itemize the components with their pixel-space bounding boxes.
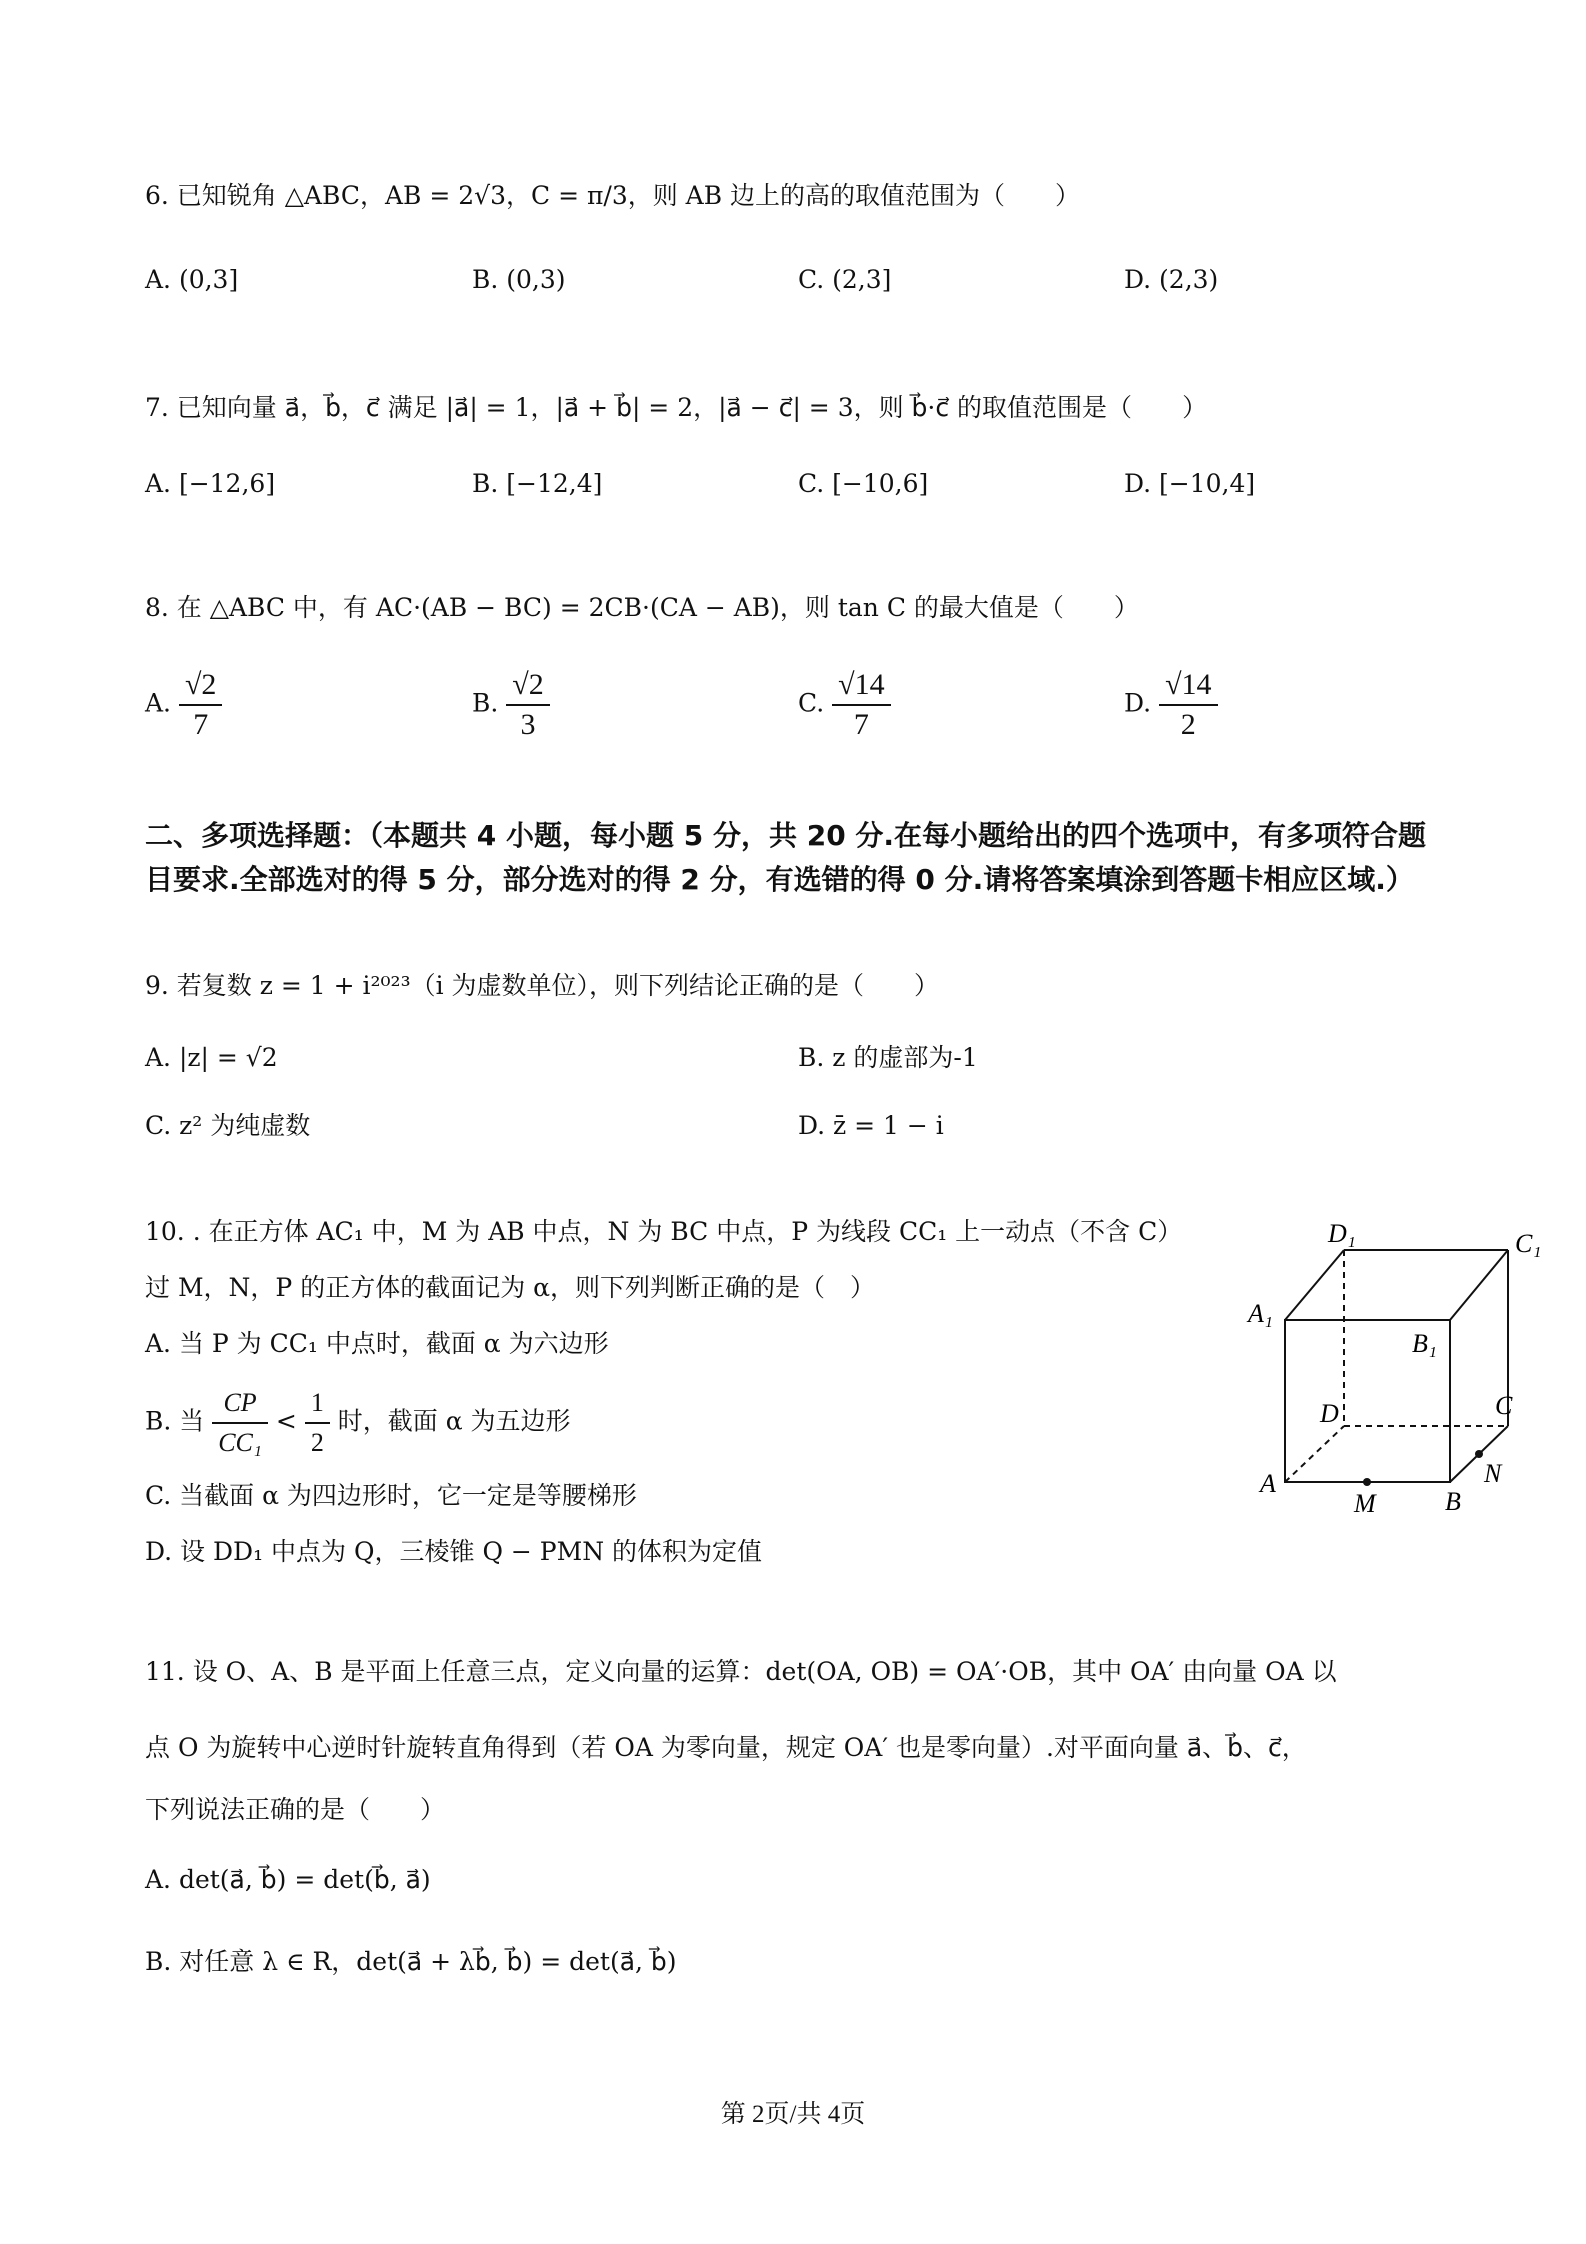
question-8-option-a — [145, 666, 222, 744]
question-11-line-2: 点 O 为旋转中心逆时针旋转直角得到（若 OA 为零向量，规定 OA′ 也是零向量）.对平面向量 a⃗、b⃗、c⃗， — [145, 1733, 1307, 1762]
question-8-option-c — [798, 666, 891, 744]
question-7-option-a: A. [−12,6] — [145, 469, 276, 498]
edge-AD — [1285, 1426, 1344, 1482]
option-b-prefix: B. 当 — [145, 1406, 205, 1436]
question-11-option-b: B. 对任意 λ ∈ R，det(a⃗ + λb⃗, b⃗) = det(a⃗, b⃗) — [145, 1947, 677, 1976]
question-9-option-c: C. z² 为纯虚数 — [145, 1111, 311, 1140]
half-fraction — [305, 1384, 330, 1462]
option-label: C. — [798, 688, 825, 718]
question-9-option-a: A. |z| = √2 — [145, 1043, 278, 1072]
question-10-option-b — [145, 1384, 571, 1462]
fraction-numerator: √14 — [832, 666, 890, 706]
question-10-option-a: A. 当 P 为 CC₁ 中点时，截面 α 为六边形 — [145, 1329, 609, 1358]
point-M — [1363, 1478, 1371, 1486]
label-D1: D₁ — [1328, 1220, 1356, 1248]
point-N — [1475, 1450, 1483, 1458]
question-6-option-a: A. (0,3] — [145, 265, 239, 294]
question-8-option-d — [1124, 666, 1218, 744]
question-9-stem: 9. 若复数 z = 1 + i²⁰²³（i 为虚数单位），则下列结论正确的是（ ） — [145, 971, 940, 1000]
label-M: M — [1354, 1489, 1376, 1518]
label-A1: A₁ — [1248, 1299, 1273, 1328]
label-A: A — [1260, 1469, 1276, 1498]
option-b-suffix: 时，截面 α 为五边形 — [337, 1406, 571, 1436]
fraction-denominator: 3 — [520, 708, 536, 741]
option-fraction — [1159, 666, 1217, 744]
fraction-numerator: √2 — [179, 666, 222, 706]
fraction-denominator: 7 — [193, 708, 209, 741]
question-9-option-b: B. z 的虚部为-1 — [798, 1043, 978, 1072]
page-footer: 第 2页/共 4页 — [720, 2101, 866, 2128]
fraction-denominator: 2 — [1180, 708, 1196, 741]
question-9-option-d: D. z̄ = 1 − i — [798, 1111, 944, 1140]
label-B1: B₁ — [1412, 1329, 1437, 1358]
question-6-option-d: D. (2,3) — [1124, 265, 1219, 294]
question-7-stem: 7. 已知向量 a⃗，b⃗，c⃗ 满足 |a⃗| = 1，|a⃗ + b⃗| = 2，|a⃗ − c⃗| = 3，则 b⃗·c⃗ 的取值范围是（ ） — [145, 393, 1208, 422]
question-7-option-b: B. [−12,4] — [472, 469, 603, 498]
question-10-line-1: 10. . 在正方体 AC₁ 中，M 为 AB 中点，N 为 BC 中点，P 为线段 CC₁ 上一动点（不含 C） — [145, 1217, 1183, 1246]
option-label: B. — [472, 688, 499, 718]
section-2-heading: 二、多项选择题：（本题共 4 小题，每小题 5 分，共 20 分.在每小题给出的四个选项中，有多项符合题目要求.全部选对的得 5 分，部分选对的得 2 分，有选错的得 0 分.请将答案填涂到答题卡相应区域.） — [145, 819, 1427, 896]
label-D: D — [1320, 1399, 1339, 1428]
label-C1: C₁ — [1515, 1229, 1542, 1258]
edge-A1D1 — [1285, 1250, 1344, 1320]
fraction-denominator: 7 — [853, 708, 869, 741]
option-label: A. — [145, 688, 172, 718]
question-6-option-c: C. (2,3] — [798, 265, 892, 294]
less-than-sign: < — [275, 1406, 297, 1436]
fraction-numerator: CP — [212, 1384, 268, 1424]
ratio-fraction — [212, 1384, 268, 1462]
fraction-numerator: 1 — [305, 1384, 330, 1424]
question-6-stem: 6. 已知锐角 △ABC，AB = 2√3，C = π/3，则 AB 边上的高的取值范围为（ ） — [145, 181, 1081, 210]
question-11-option-a: A. det(a⃗, b⃗) = det(b⃗, a⃗) — [145, 1865, 431, 1894]
fraction-denominator: 2 — [310, 1428, 324, 1457]
fraction-denominator: CC₁ — [218, 1428, 262, 1457]
fraction-numerator: √2 — [506, 666, 549, 706]
label-C: C — [1495, 1391, 1513, 1420]
option-fraction — [506, 666, 549, 744]
question-6-option-b: B. (0,3) — [472, 265, 566, 294]
cube-figure — [1240, 1220, 1560, 1520]
question-11-line-1: 11. 设 O、A、B 是平面上任意三点，定义向量的运算：det(OA, OB) = OA′·OB，其中 OA′ 由向量 OA 以 — [145, 1657, 1337, 1686]
question-10-line-2: 过 M，N，P 的正方体的截面记为 α，则下列判断正确的是（ ） — [145, 1273, 876, 1302]
edge-B1C1 — [1450, 1250, 1508, 1320]
question-10-option-d: D. 设 DD₁ 中点为 Q，三棱锥 Q − PMN 的体积为定值 — [145, 1537, 763, 1566]
option-fraction — [179, 666, 222, 744]
fraction-numerator: √14 — [1159, 666, 1217, 706]
question-7-option-d: D. [−10,4] — [1124, 469, 1256, 498]
question-8-stem: 8. 在 △ABC 中，有 AC·(AB − BC) = 2CB·(CA − AB)，则 tan C 的最大值是（ ） — [145, 593, 1139, 622]
label-B: B — [1445, 1487, 1461, 1516]
question-7-option-c: C. [−10,6] — [798, 469, 929, 498]
question-11-line-3: 下列说法正确的是（ ） — [145, 1795, 446, 1824]
option-fraction — [832, 666, 890, 744]
label-N: N — [1484, 1459, 1502, 1488]
question-8-option-b — [472, 666, 550, 744]
question-10-option-c: C. 当截面 α 为四边形时，它一定是等腰梯形 — [145, 1481, 637, 1510]
option-label: D. — [1124, 688, 1152, 718]
